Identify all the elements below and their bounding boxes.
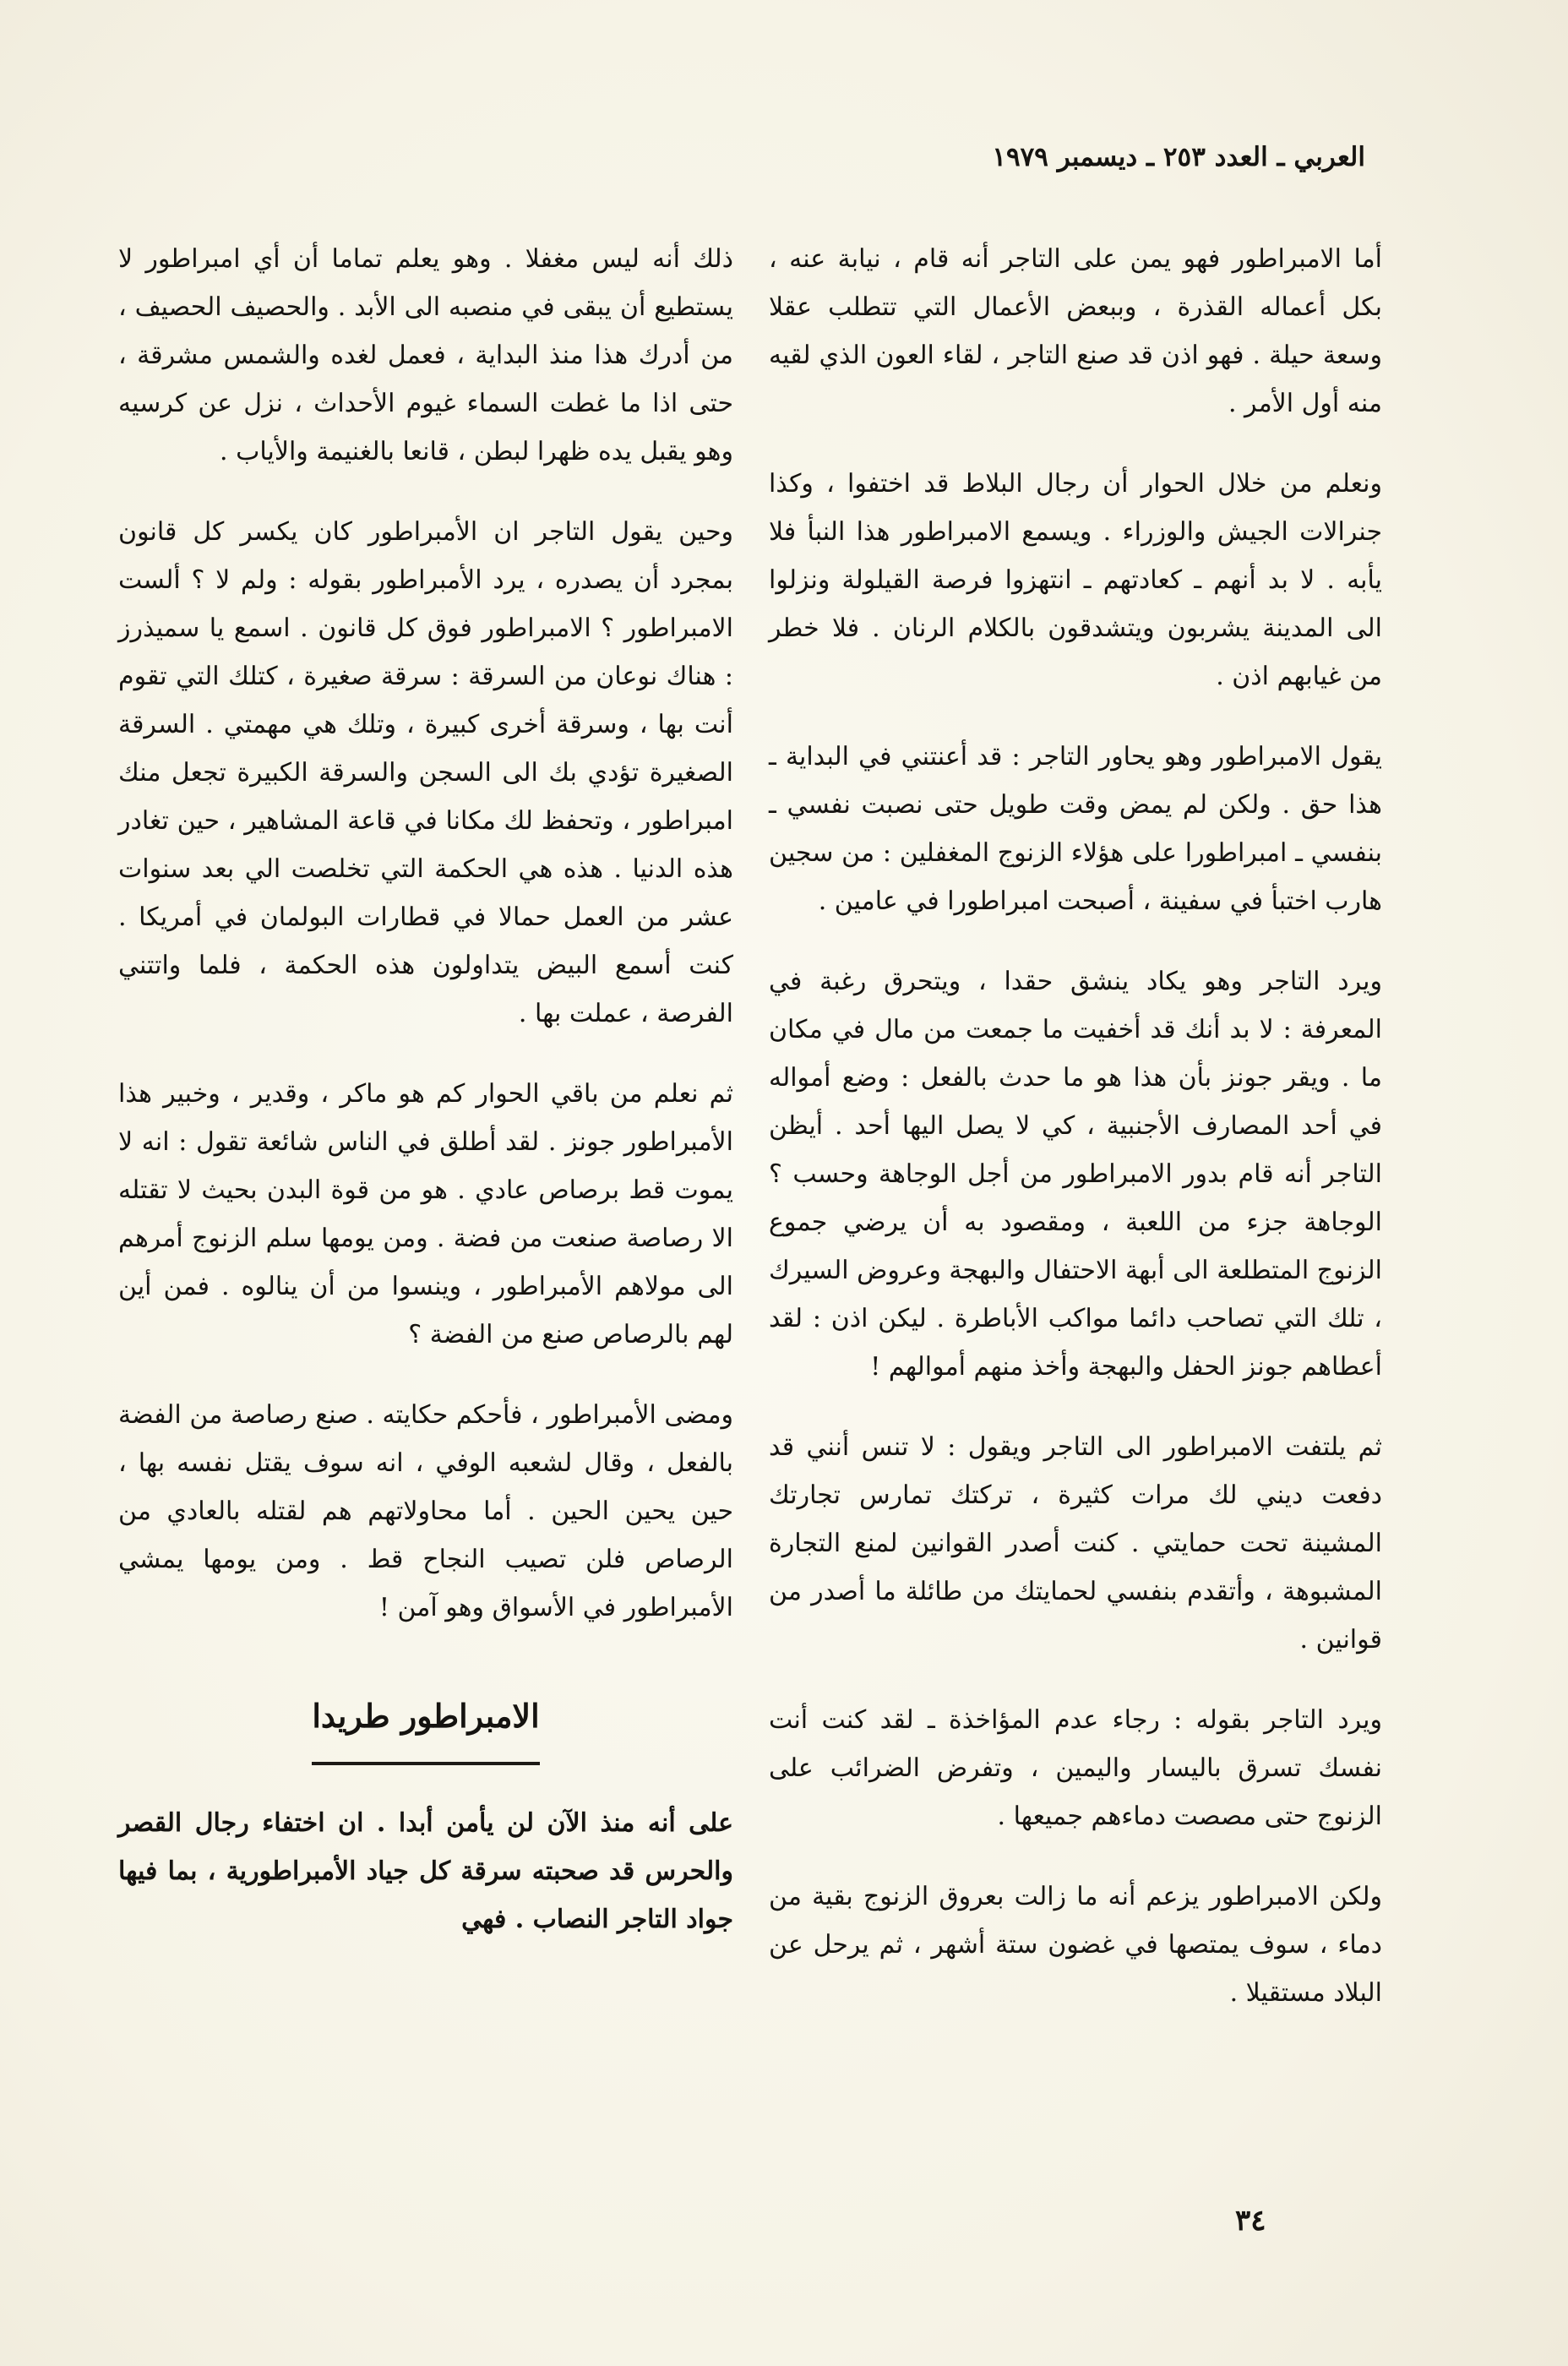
body-paragraph: ويرد التاجر بقوله : رجاء عدم المؤاخذة ـ لقد كنت أنت نفسك تسرق باليسار واليمين ، وتفرض الضرائب على الزنوج حتى مصصت دماءهم جميعها . [769, 1705, 1382, 1831]
body-paragraph: ولكن الامبراطور يزعم أنه ما زالت بعروق الزنوج بقية من دماء ، سوف يمتصها في غضون ستة أشهر ، ثم يرحل عن البلاد مستقيلا . [769, 1882, 1382, 2008]
body-paragraph: ثم يلتفت الامبراطور الى التاجر ويقول : لا تنس أنني قد دفعت ديني لك مرات كثيرة ، تركتك تمارس تجارتك المشينة تحت حمايتي . كنت أصدر القوانين لمنع التجارة المشبوهة ، وأتقدم بنفسي لحمايتك من طائلة ما أصدر من قوانين . [769, 1432, 1382, 1655]
body-paragraph: ويرد التاجر وهو يكاد ينشق حقدا ، ويتحرق رغبة في المعرفة : لا بد أنك قد أخفيت ما جمعت من مال في مكان ما . ويقر جونز بأن هذا هو ما حدث بالفعل : وضع أمواله في أحد المصارف الأجنبية ، كي لا يصل اليها أحد . أيظن التاجر أنه قام بدور الامبراطور من أجل الوجاهة وحسب ؟ الوجاهة جزء من اللعبة ، ومقصود به أن يرضي جموع الزنوج المتطلعة الى أبهة الاحتفال والبهجة وعروض السيرك ، تلك التي تصاحب دائما مواكب الأباطرة . ليكن اذن : لقد أعطاهم جونز الحفل والبهجة وأخذ منهم أموالهم ! [769, 967, 1382, 1382]
body-paragraph: وحين يقول التاجر ان الأمبراطور كان يكسر كل قانون بمجرد أن يصدره ، يرد الأمبراطور بقوله : ولم لا ؟ ألست الامبراطور ؟ الامبراطور فوق كل قانون . اسمع يا سميذرز : هناك نوعان من السرقة : سرقة صغيرة ، كتلك التي تقوم أنت بها ، وسرقة أخرى كبيرة ، وتلك هي مهمتي . السرقة الصغيرة تؤدي بك الى السجن والسرقة الكبيرة تجعل منك امبراطور ، وتحفظ لك مكانا في قاعة المشاهير ، حين تغادر هذه الدنيا . هذه هي الحكمة التي تخلصت الي بعد سنوات عشر من العمل حمالا في قطارات البولمان في أمريكا . كنت أسمع البيض يتداولون هذه الحكمة ، فلما واتتني الفرصة ، عملت بها . [118, 517, 733, 1028]
heading-underline-rule [312, 1762, 540, 1765]
body-paragraph: ذلك أنه ليس مغفلا . وهو يعلم تماما أن أي امبراطور لا يستطيع أن يبقى في منصبه الى الأبد . والحصيف الحصيف ، من أدرك هذا منذ البداية ، فعمل لغده والشمس مشرقة ، حتى اذا ما غطت السماء غيوم الأحداث ، نزل عن كرسيه وهو يقبل يده ظهرا لبطن ، قانعا بالغنيمة والأياب . [118, 244, 733, 466]
page-number: ٣٤ [1235, 2204, 1266, 2238]
body-paragraph: يقول الامبراطور وهو يحاور التاجر : قد أعنتني في البداية ـ هذا حق . ولكن لم يمض وقت طويل حتى نصبت نفسي ـ بنفسي ـ امبراطورا على هؤلاء الزنوج المغفلين : من سجين هارب اختبأ في سفينة ، أصبحت امبراطورا في عامين . [769, 742, 1382, 916]
body-paragraph: ونعلم من خلال الحوار أن رجال البلاط قد اختفوا ، وكذا جنرالات الجيش والوزراء . ويسمع الامبراطور هذا النبأ فلا يأبه . لا بد أنهم ـ كعادتهم ـ انتهزوا فرصة القيلولة ونزلوا الى المدينة يشربون ويتشدقون بالكلام الرنان . فلا خطر من غيابهم اذن . [769, 469, 1382, 691]
left-column [118, 235, 733, 1976]
body-paragraph: ومضى الأمبراطور ، فأحكم حكايته . صنع رصاصة من الفضة بالفعل ، وقال لشعبه الوفي ، انه سوف يقتل نفسه بها ، حين يحين الحين . أما محاولاتهم هم لقتله بالعادي من الرصاص فلن تصيب النجاح قط . ومن يومها يمشي الأمبراطور في الأسواق وهو آمن ! [118, 1400, 733, 1622]
body-paragraph: أما الامبراطور فهو يمن على التاجر أنه قام ، نيابة عنه ، بكل أعماله القذرة ، وببعض الأعمال التي تتطلب عقلا وسعة حيلة . فهو اذن قد صنع التاجر ، لقاء العون الذي لقيه منه أول الأمر . [769, 244, 1382, 418]
body-paragraph: ثم نعلم من باقي الحوار كم هو ماكر ، وقدير ، وخبير هذا الأمبراطور جونز . لقد أطلق في الناس شائعة تقول : انه لا يموت قط برصاص عادي . هو من قوة البدن بحيث لا تقتله الا رصاصة صنعت من فضة . ومن يومها سلم الزنوج أمرهم الى مولاهم الأمبراطور ، وينسوا من أن ينالوه . فمن أين لهم بالرصاص صنع من الفضة ؟ [118, 1079, 733, 1349]
section-opening-paragraph: على أنه منذ الآن لن يأمن أبدا . ان اختفاء رجال القصر والحرس قد صحبته سرقة كل جياد الأمبراطورية ، بما فيها جواد التاجر النصاب . فهي [118, 1808, 733, 1934]
running-head: العربي ـ العدد ٢٥٣ ـ ديسمبر ١٩٧٩ [992, 142, 1365, 172]
section-heading: الامبراطور طريدا [312, 1697, 540, 1735]
right-column [769, 235, 1382, 2049]
